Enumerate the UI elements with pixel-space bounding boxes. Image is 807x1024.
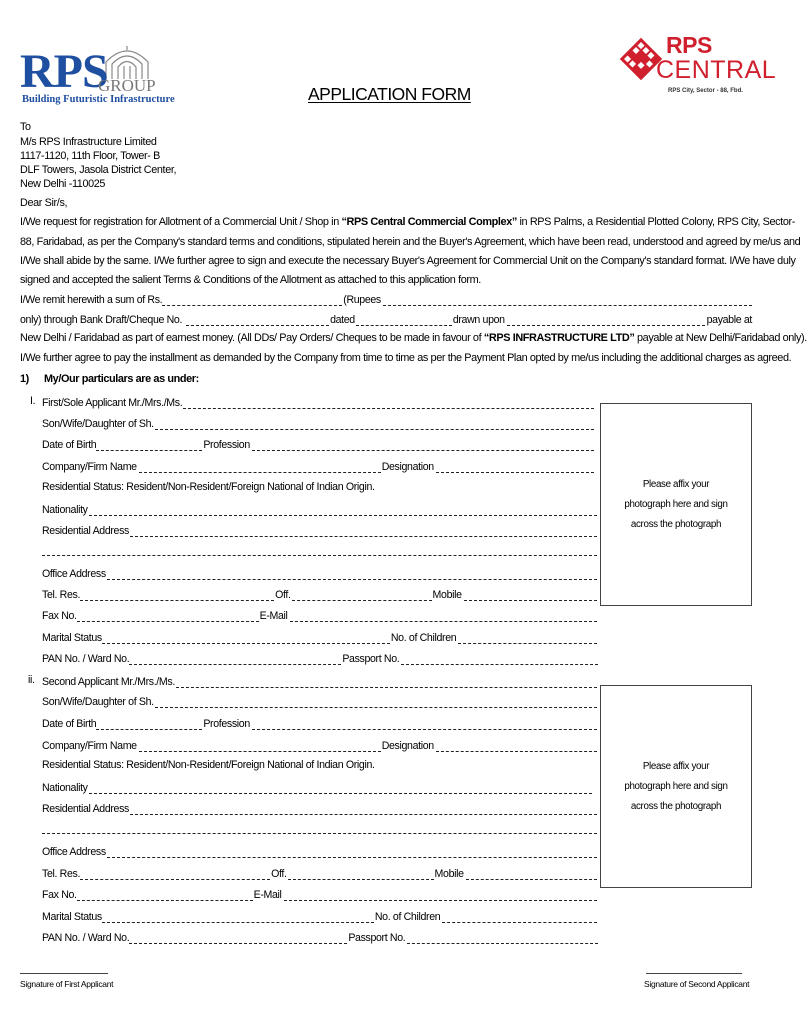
profession-field[interactable] [252, 720, 597, 730]
rps-central-logo [612, 30, 777, 102]
first-signature-line[interactable] [20, 973, 108, 974]
profession-label: Profession [203, 439, 250, 451]
son-wife-field[interactable] [155, 420, 594, 430]
tel-off-label: Off. [271, 868, 287, 880]
residential-address-field[interactable] [130, 805, 597, 815]
nationality-label: Nationality [42, 782, 88, 794]
dated-label: dated [330, 314, 355, 326]
fax-field[interactable] [77, 891, 253, 901]
marital-label: Marital Status [42, 632, 102, 644]
rps-group-logo [14, 24, 174, 108]
dob-profession-row [42, 437, 594, 451]
second-signature-line[interactable] [646, 973, 742, 974]
marital-field[interactable] [102, 913, 374, 923]
fax-field[interactable] [77, 612, 259, 622]
address-line: New Delhi -110025 [20, 178, 106, 190]
children-label: No. of Children [374, 911, 441, 923]
residential-address-label: Residential Address [42, 525, 129, 537]
residential-address-field-2[interactable] [42, 555, 597, 556]
company-designation-row [42, 459, 594, 473]
photo-instruction-line: across the photograph [630, 800, 722, 812]
drawn-upon-field[interactable] [507, 316, 705, 326]
nationality-label: Nationality [42, 504, 88, 516]
photo-instructions [624, 475, 727, 535]
paragraph-text: I/We request for registration for Allotment of a Commercial Unit / Shop in [20, 216, 342, 228]
second-applicant-photo-box[interactable] [600, 685, 752, 888]
fax-email-row [42, 887, 597, 901]
dob-profession-row [42, 716, 597, 730]
request-paragraph-line: I/We shall abide by the same. I/We further agree to sign and execute the necessary Buyer's Agreement for Commercial Unit on the Company's standard format. I/We have duly [20, 255, 796, 267]
applicant-marker: ii. [28, 674, 35, 686]
remit-amount-row [20, 292, 752, 306]
residential-address-row [42, 523, 597, 537]
passport-field[interactable] [401, 655, 598, 665]
paragraph-text: payable at New Delhi/Faridabad only). [634, 332, 807, 344]
passport-field[interactable] [407, 934, 598, 944]
marital-label: Marital Status [42, 911, 102, 923]
photo-instructions [624, 757, 727, 817]
nationality-field[interactable] [89, 784, 592, 794]
company-label: Company/Firm Name [42, 740, 137, 752]
rps-central-central-text: CENTRAL [656, 56, 777, 84]
fax-email-row [42, 608, 597, 622]
request-paragraph-line [20, 216, 795, 228]
applicant-name-label: Second Applicant Mr./Mrs./Ms. [42, 676, 175, 688]
pan-label: PAN No. / Ward No. [42, 932, 130, 944]
second-signature-label: Signature of Second Applicant [644, 979, 750, 989]
cheque-no-field[interactable] [186, 316, 329, 326]
designation-field[interactable] [436, 463, 594, 473]
photo-instruction-line: photograph here and sign [624, 498, 728, 510]
passport-label: Passport No. [348, 932, 406, 944]
email-field[interactable] [284, 891, 597, 901]
mobile-label: Mobile [434, 868, 464, 880]
telephone-row [42, 866, 597, 880]
installment-line: I/We further agree to pay the installment as demanded by the Company from time to time as per the Payment Plan opted by me/us including the additional charges as agreed. [20, 352, 792, 364]
palace-logo-icon [100, 46, 154, 80]
tagline: Building Futuristic Infrastructure [22, 94, 175, 105]
request-paragraph-line: signed and accepted the salient Terms & Conditions of the Allotment as attached to this application form. [20, 274, 481, 286]
amount-rs-field[interactable] [162, 296, 342, 306]
company-label: Company/Firm Name [42, 461, 137, 473]
rps-brand-text: RPS [20, 45, 108, 98]
first-signature-label: Signature of First Applicant [20, 979, 114, 989]
children-field[interactable] [442, 913, 597, 923]
cheque-no-label: only) through Bank Draft/Cheque No. [20, 314, 183, 326]
photo-instruction-line: Please affix your [642, 478, 710, 490]
email-label: E-Mail [253, 889, 282, 901]
fax-label: Fax No. [42, 889, 77, 901]
dob-label: Date of Birth [42, 439, 97, 451]
second-applicant-name-field[interactable] [176, 678, 597, 688]
section-number: 1) [20, 373, 29, 385]
page-title: APPLICATION FORM [308, 84, 471, 104]
son-wife-row [42, 694, 597, 708]
applicant-marker: I. [30, 395, 36, 407]
company-field[interactable] [139, 742, 381, 752]
marital-field[interactable] [102, 634, 390, 644]
email-label: E-Mail [259, 610, 288, 622]
first-applicant-name-field[interactable] [183, 399, 594, 409]
complex-name: “RPS Central Commercial Complex” [341, 216, 517, 228]
marital-children-row [42, 630, 597, 644]
pan-field[interactable] [129, 934, 347, 944]
address-line: To [20, 121, 31, 133]
applicant-name-label: First/Sole Applicant Mr./Mrs./Ms. [42, 397, 183, 409]
residential-status-text: Residential Status: Resident/Non-Resident/Foreign National of Indian Origin. [42, 481, 375, 493]
office-address-row [42, 844, 597, 858]
fax-label: Fax No. [42, 610, 77, 622]
pan-passport-row [42, 651, 598, 665]
company-field[interactable] [139, 463, 381, 473]
office-address-field[interactable] [107, 570, 597, 580]
telephone-row [42, 587, 597, 601]
group-text: GROUP [98, 76, 156, 95]
pan-label: PAN No. / Ward No. [42, 653, 130, 665]
marital-children-row [42, 909, 597, 923]
profession-label: Profession [203, 718, 250, 730]
residential-address-label: Residential Address [42, 803, 129, 815]
nationality-row [42, 502, 597, 516]
pan-passport-row [42, 930, 598, 944]
designation-label: Designation [381, 461, 434, 473]
request-paragraph-line: 88, Faridabad, as per the Company's standard terms and conditions, stipulated herein and the Buyer's Agreement, which have been read, understood and agreed by me/us and [20, 236, 801, 248]
address-line: M/s RPS Infrastructure Limited [20, 136, 157, 148]
paragraph-text: New Delhi / Faridabad as part of earnest money. (All DDs/ Pay Orders/ Cheques to be made in favour of [20, 332, 484, 344]
rps-central-rps-text: RPS [666, 32, 712, 58]
nationality-row [42, 780, 592, 794]
tel-res-label: Tel. Res. [42, 589, 81, 601]
first-applicant-photo-box[interactable] [600, 403, 752, 606]
son-wife-row [42, 416, 594, 430]
payee-name: “RPS INFRASTRUCTURE LTD” [483, 332, 635, 344]
tel-res-label: Tel. Res. [42, 868, 81, 880]
cheque-row [20, 312, 752, 326]
photo-instruction-line: across the photograph [630, 518, 722, 530]
office-address-label: Office Address [42, 568, 106, 580]
photo-instruction-line: Please affix your [642, 760, 710, 772]
office-address-label: Office Address [42, 846, 106, 858]
office-address-row [42, 566, 597, 580]
tel-res-field[interactable] [80, 591, 274, 601]
mobile-label: Mobile [432, 589, 462, 601]
children-field[interactable] [458, 634, 597, 644]
son-wife-field[interactable] [155, 698, 597, 708]
tel-off-label: Off. [275, 589, 291, 601]
earnest-money-line [20, 332, 807, 344]
dob-field[interactable] [96, 720, 202, 730]
residential-status-text: Residential Status: Resident/Non-Resident/Foreign National of Indian Origin. [42, 759, 375, 771]
rupees-label: (Rupees [343, 294, 381, 306]
payable-at-label: payable at [706, 314, 752, 326]
designation-field[interactable] [436, 742, 597, 752]
mobile-field[interactable] [466, 870, 597, 880]
profession-field[interactable] [252, 441, 594, 451]
tel-off-field[interactable] [292, 591, 432, 601]
address-line: 1117-1120, 11th Floor, Tower- B [20, 150, 160, 162]
son-wife-label: Son/Wife/Daughter of Sh. [42, 696, 154, 708]
first-applicant-name-row [42, 395, 594, 409]
pan-field[interactable] [129, 655, 341, 665]
tel-off-field[interactable] [288, 870, 434, 880]
second-applicant-name-row [42, 674, 597, 688]
mobile-field[interactable] [464, 591, 597, 601]
dob-label: Date of Birth [42, 718, 97, 730]
rps-central-subtitle: RPS City, Sector - 88, Fbd. [668, 88, 743, 94]
address-line: DLF Towers, Jasola District Center, [20, 164, 177, 176]
son-wife-label: Son/Wife/Daughter of Sh. [42, 418, 154, 430]
nationality-field[interactable] [89, 506, 597, 516]
drawn-upon-label: drawn upon [452, 314, 505, 326]
residential-address-field[interactable] [130, 527, 597, 537]
residential-address-row [42, 801, 597, 815]
company-designation-row [42, 738, 597, 752]
section-title: My/Our particulars are as under: [44, 373, 199, 385]
dob-field[interactable] [96, 441, 202, 451]
cheque-date-field[interactable] [356, 316, 452, 326]
email-field[interactable] [290, 612, 597, 622]
photo-instruction-line: photograph here and sign [624, 780, 728, 792]
paragraph-text: in RPS Palms, a Residential Plotted Colony, RPS City, Sector- [516, 216, 795, 228]
residential-address-field-2[interactable] [42, 833, 597, 834]
amount-words-field[interactable] [383, 296, 752, 306]
office-address-field[interactable] [107, 848, 597, 858]
designation-label: Designation [381, 740, 434, 752]
children-label: No. of Children [390, 632, 457, 644]
remit-label: I/We remit herewith a sum of Rs. [20, 294, 163, 306]
passport-label: Passport No. [342, 653, 400, 665]
tel-res-field[interactable] [80, 870, 270, 880]
salutation: Dear Sir/s, [20, 197, 68, 209]
